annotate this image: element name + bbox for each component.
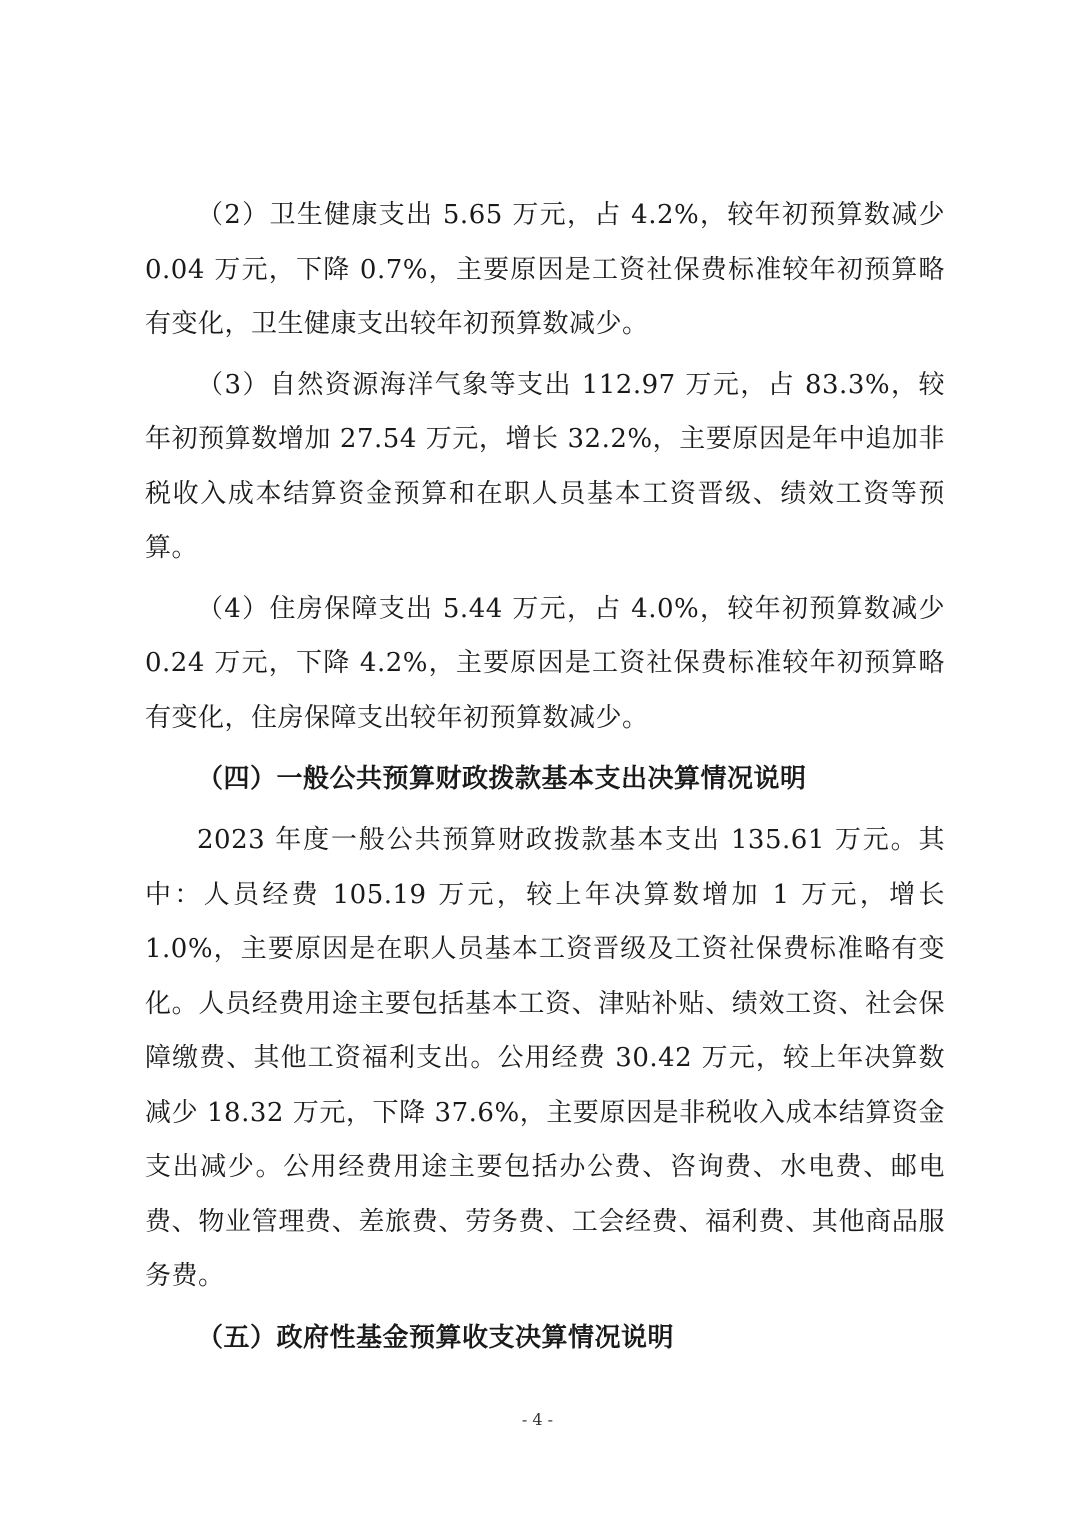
section-heading-government-fund: （五）政府性基金预算收支决算情况说明 <box>197 1322 675 1353</box>
paragraph-natural-resources-expenditure: （3）自然资源海洋气象等支出 112.97 万元，占 83.3%，较年初预算数增加 27.54 万元，增长 32.2%，主要原因是年中追加非税收入成本结算资金预算和在职人员基本工资晋级、绩效工资等预算。 <box>145 369 945 563</box>
document-body <box>145 188 945 1372</box>
section-heading-basic-expenditure: （四）一般公共预算财政拨款基本支出决算情况说明 <box>197 764 807 794</box>
paragraph-housing-expenditure: （4）住房保障支出 5.44 万元，占 4.0%，较年初预算数减少 0.24 万元，下降 4.2%，主要原因是工资社保费标准较年初预算略有变化，住房保障支出较年初预算数减少。 <box>145 593 945 733</box>
page-number: - 4 - <box>521 1410 554 1429</box>
paragraph-basic-expenditure: 2023 年度一般公共预算财政拨款基本支出 135.61 万元。其中：人员经费 105.19 万元，较上年决算数增加 1 万元，增长 1.0%，主要原因是在职人员基本工资晋级及工资社保费标准略有变化。人员经费用途主要包括基本工资、津贴补贴、绩效工资、社会保障缴费、其他工资福利支出。公用经费 30.42 万元，较上年决算数减少 18.32 万元，下降 37.6%，主要原因是非税收入成本结算资金支出减少。公用经费用途主要包括办公费、咨询费、水电费、邮电费、物业管理费、差旅费、劳务费、工会经费、福利费、其他商品服务费。 <box>145 825 945 1291</box>
paragraph-health-expenditure: （2）卫生健康支出 5.65 万元，占 4.2%，较年初预算数减少 0.04 万元，下降 0.7%，主要原因是工资社保费标准较年初预算略有变化，卫生健康支出较年初预算数减少。 <box>145 200 945 339</box>
